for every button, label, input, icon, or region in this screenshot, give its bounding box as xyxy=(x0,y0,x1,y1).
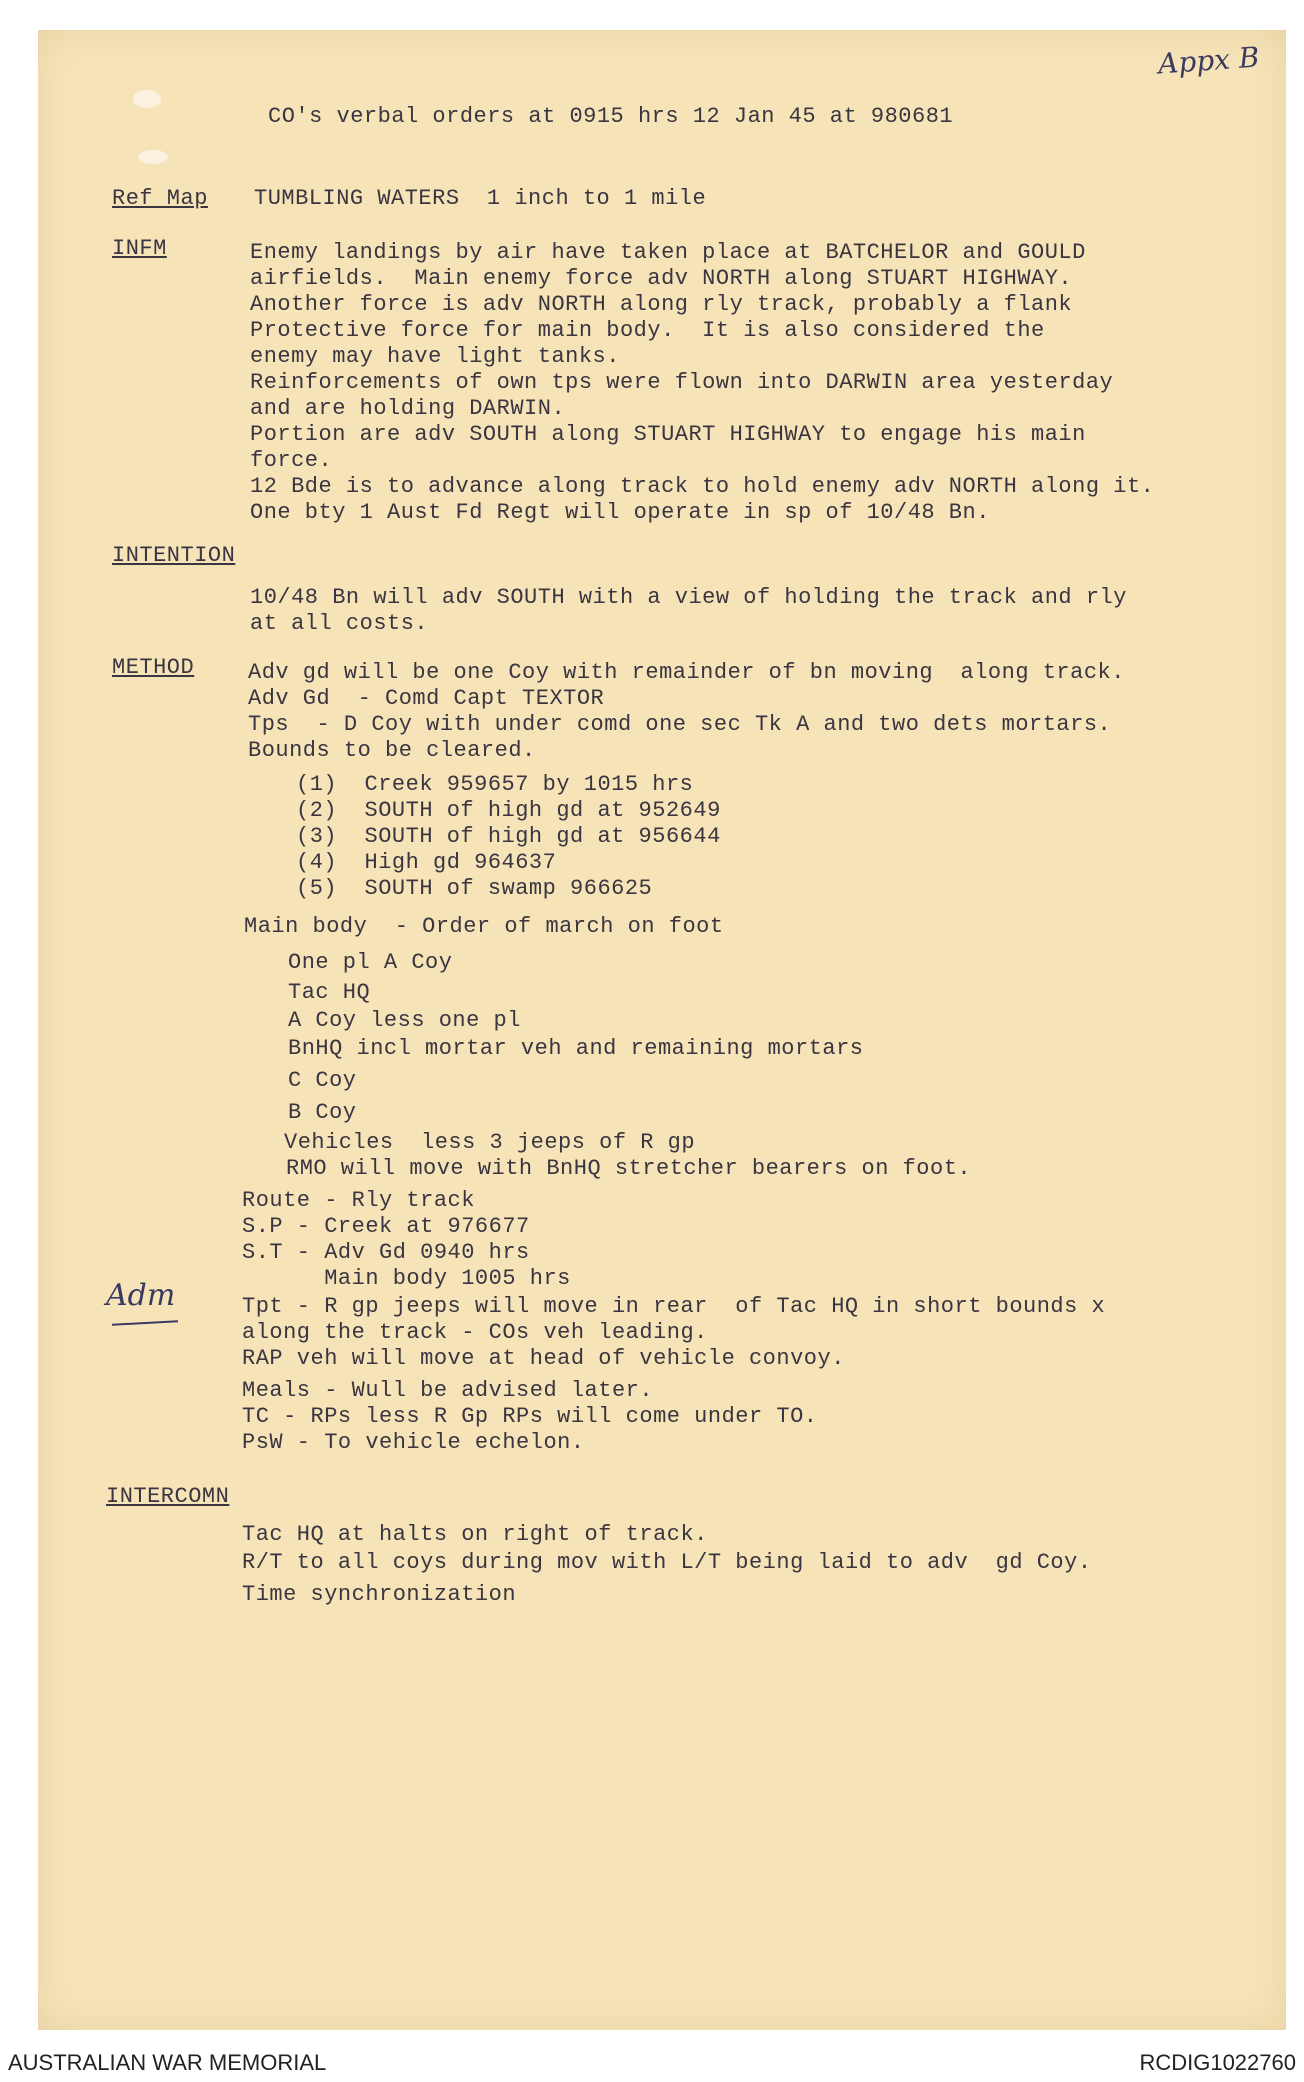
intercomn-label: INTERCOMN xyxy=(106,1484,230,1509)
bound-item: (3) SOUTH of high gd at 956644 xyxy=(296,824,721,849)
method-line: Adv gd will be one Coy with remainder of bn moving along track. xyxy=(248,660,1125,685)
adm-line: RAP veh will move at head of vehicle convoy. xyxy=(242,1346,845,1371)
method-block xyxy=(248,660,1125,764)
adm-line: PsW - To vehicle echelon. xyxy=(242,1430,585,1455)
infm-block xyxy=(250,240,1154,526)
intention-line: at all costs. xyxy=(250,611,429,636)
infm-line: and are holding DARWIN. xyxy=(250,396,566,421)
adm-line: along the track - COs veh leading. xyxy=(242,1320,708,1345)
route-block xyxy=(242,1188,571,1292)
bound-item: (1) Creek 959657 by 1015 hrs xyxy=(296,772,694,797)
bound-item: (2) SOUTH of high gd at 952649 xyxy=(296,798,721,823)
infm-line: Enemy landings by air have taken place at BATCHELOR and GOULD xyxy=(250,240,1086,265)
method-label: METHOD xyxy=(112,655,195,680)
infm-line: 12 Bde is to advance along track to hold enemy adv NORTH along it. xyxy=(250,474,1155,499)
archive-footer-left: AUSTRALIAN WAR MEMORIAL xyxy=(8,2050,327,2075)
method-line: Tps - D Coy with under comd one sec Tk A and two dets mortars. xyxy=(248,712,1112,737)
infm-line: Protective force for main body. It is also considered the xyxy=(250,318,1045,343)
intention-line: 10/48 Bn will adv SOUTH with a view of holding the track and rly xyxy=(250,585,1127,610)
adm-margin-annotation: Adm xyxy=(106,1278,176,1313)
order-of-march-list xyxy=(284,950,973,1182)
infm-line: airfields. Main enemy force adv NORTH along STUART HIGHWAY. xyxy=(250,266,1073,291)
route-line: S.T - Adv Gd 0940 hrs xyxy=(242,1240,530,1265)
march-item: Vehicles less 3 jeeps of R gp xyxy=(284,1130,696,1155)
appendix-annotation: Appx B xyxy=(1156,40,1261,81)
infm-line: Portion are adv SOUTH along STUART HIGHWAY to engage his main xyxy=(250,422,1086,447)
adm-line: TC - RPs less R Gp RPs will come under TO. xyxy=(242,1404,818,1429)
route-line: S.P - Creek at 976677 xyxy=(242,1214,530,1239)
infm-line: Another force is adv NORTH along rly track, probably a flank xyxy=(250,292,1073,317)
intention-label: INTENTION xyxy=(112,543,236,568)
adm-line: Meals - Wull be advised later. xyxy=(242,1378,654,1403)
adm-block xyxy=(242,1294,1105,1456)
adm-line: Tpt - R gp jeeps will move in rear of Tac HQ in short bounds x xyxy=(242,1294,1106,1319)
ref-map-label: Ref Map xyxy=(112,186,208,211)
march-item: C Coy xyxy=(288,1068,357,1093)
march-item: B Coy xyxy=(288,1100,357,1125)
intercomn-line: Time synchronization xyxy=(242,1582,517,1607)
intercomn-line: Tac HQ at halts on right of track. xyxy=(242,1522,708,1547)
bound-item: (4) High gd 964637 xyxy=(296,850,557,875)
infm-line: Reinforcements of own tps were flown into DARWIN area yesterday xyxy=(250,370,1114,395)
march-item: Tac HQ xyxy=(288,980,371,1005)
paper-smudge xyxy=(138,150,168,164)
method-line: Bounds to be cleared. xyxy=(248,738,536,763)
march-item: BnHQ incl mortar veh and remaining mortars xyxy=(288,1036,864,1061)
infm-line: enemy may have light tanks. xyxy=(250,344,620,369)
march-item: RMO will move with BnHQ stretcher bearers on foot. xyxy=(286,1156,972,1181)
infm-label: INFM xyxy=(112,236,167,261)
intention-block xyxy=(250,585,1127,637)
main-body-heading: Main body - Order of march on foot xyxy=(244,914,724,939)
march-item: One pl A Coy xyxy=(288,950,453,975)
route-line: Main body 1005 hrs xyxy=(242,1266,571,1291)
archive-footer-right: RCDIG1022760 xyxy=(1139,2050,1296,2075)
bound-item: (5) SOUTH of swamp 966625 xyxy=(296,876,653,901)
method-line: Adv Gd - Comd Capt TEXTOR xyxy=(248,686,605,711)
route-line: Route - Rly track xyxy=(242,1188,475,1213)
infm-line: force. xyxy=(250,448,333,473)
bounds-list xyxy=(296,772,721,902)
intercomn-block xyxy=(242,1522,1092,1608)
page-title: CO's verbal orders at 0915 hrs 12 Jan 45 at 980681 xyxy=(268,104,954,129)
intercomn-line: R/T to all coys during mov with L/T being laid to adv gd Coy. xyxy=(242,1550,1092,1575)
infm-line: One bty 1 Aust Fd Regt will operate in sp of 10/48 Bn. xyxy=(250,500,990,525)
ref-map-text: TUMBLING WATERS 1 inch to 1 mile xyxy=(254,186,707,211)
paper-smudge xyxy=(133,90,161,108)
march-item: A Coy less one pl xyxy=(288,1008,521,1033)
